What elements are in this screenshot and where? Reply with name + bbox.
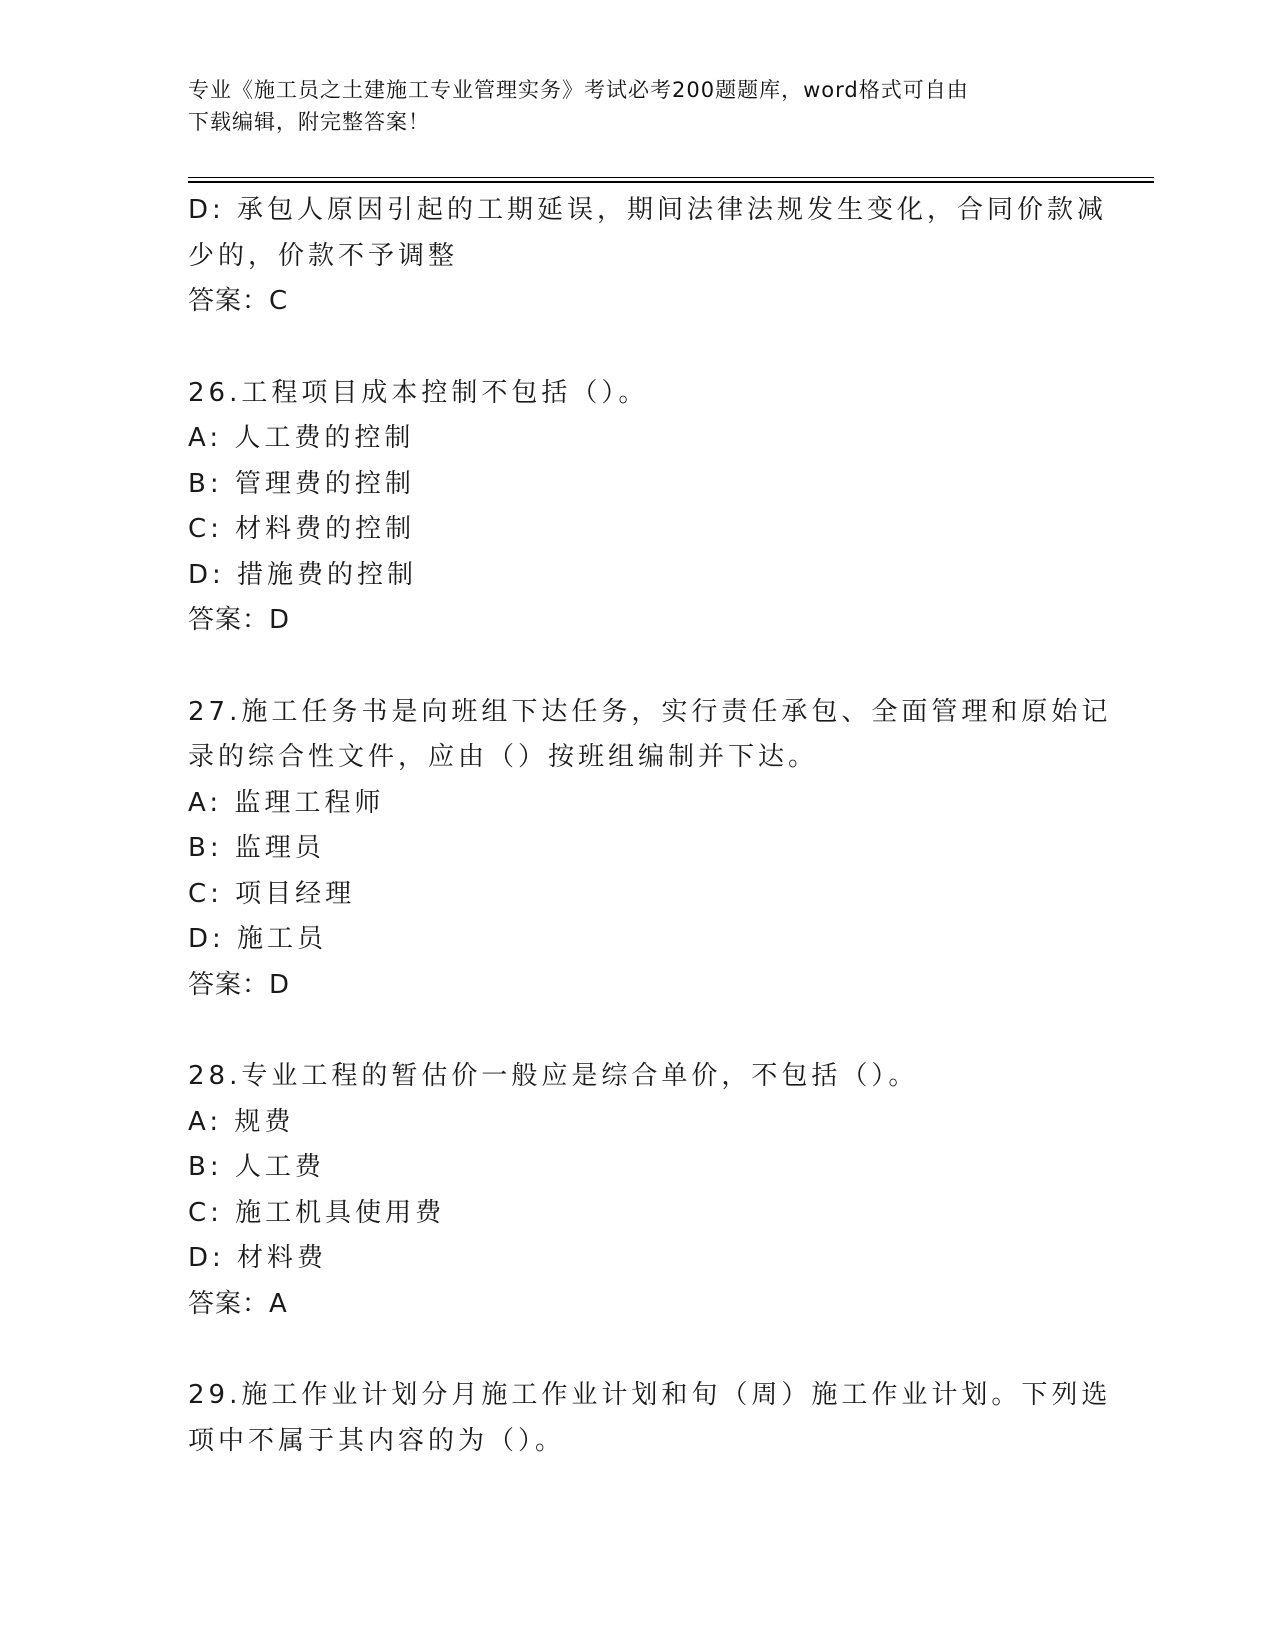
answer: 答案：C [188,286,289,316]
header-divider-thin [188,177,1154,178]
option-c: C: 项目经理 [188,878,356,909]
option-d: D: 措施费的控制 [188,559,418,590]
option-c: C: 材料费的控制 [188,514,416,544]
question-stem: 27.施工任务书是向班组下达任务，实行责任承包、全面管理和原始记 [188,696,1112,727]
question-stem-continued: 录的综合性文件，应由（）按班组编制并下达。 [188,742,819,772]
option-b: B: 管理费的控制 [188,468,415,499]
question-stem: 26.工程项目成本控制不包括（）。 [188,377,649,408]
question-stem: 29.施工作业计划分月施工作业计划和旬（周）施工作业计划。下列选 [188,1380,1112,1410]
question-26 [188,371,1088,644]
option-a: A: 监理工程师 [188,787,385,818]
question-content [188,188,1112,1464]
question-stem-continued: 项中不属于其内容的为（）。 [188,1425,566,1456]
option-a: A: 人工费的控制 [188,423,415,453]
question-27 [188,690,1112,1009]
document-header [188,74,1068,138]
answer: 答案：D [188,605,291,635]
question-28 [188,1054,1088,1327]
header-divider-thick [188,181,1154,183]
option-a: A: 规费 [188,1106,295,1137]
option-b: B: 监理员 [188,833,325,863]
option-b: B: 人工费 [188,1152,325,1182]
answer: 答案：D [188,969,291,1000]
question-stem: 28.专业工程的暂估价一般应是综合单价，不包括（）。 [188,1061,919,1091]
header-title-line-1: 专业《施工员之土建施工专业管理实务》考试必考200题题库，word格式可自由 [188,78,969,102]
option-d: D: 承包人原因引起的工期延误，期间法律法规发生变化，合同价款减 [188,195,1108,225]
option-d: D: 施工员 [188,924,328,954]
option-d-continued: 少的，价款不予调整 [188,240,459,271]
question-25-tail [188,188,1108,325]
option-d: D: 材料费 [188,1243,328,1273]
answer: 答案：A [188,1288,288,1319]
option-c: C: 施工机具使用费 [188,1197,446,1228]
question-29 [188,1373,1112,1464]
header-title-line-2: 下载编辑，附完整答案！ [188,110,430,134]
